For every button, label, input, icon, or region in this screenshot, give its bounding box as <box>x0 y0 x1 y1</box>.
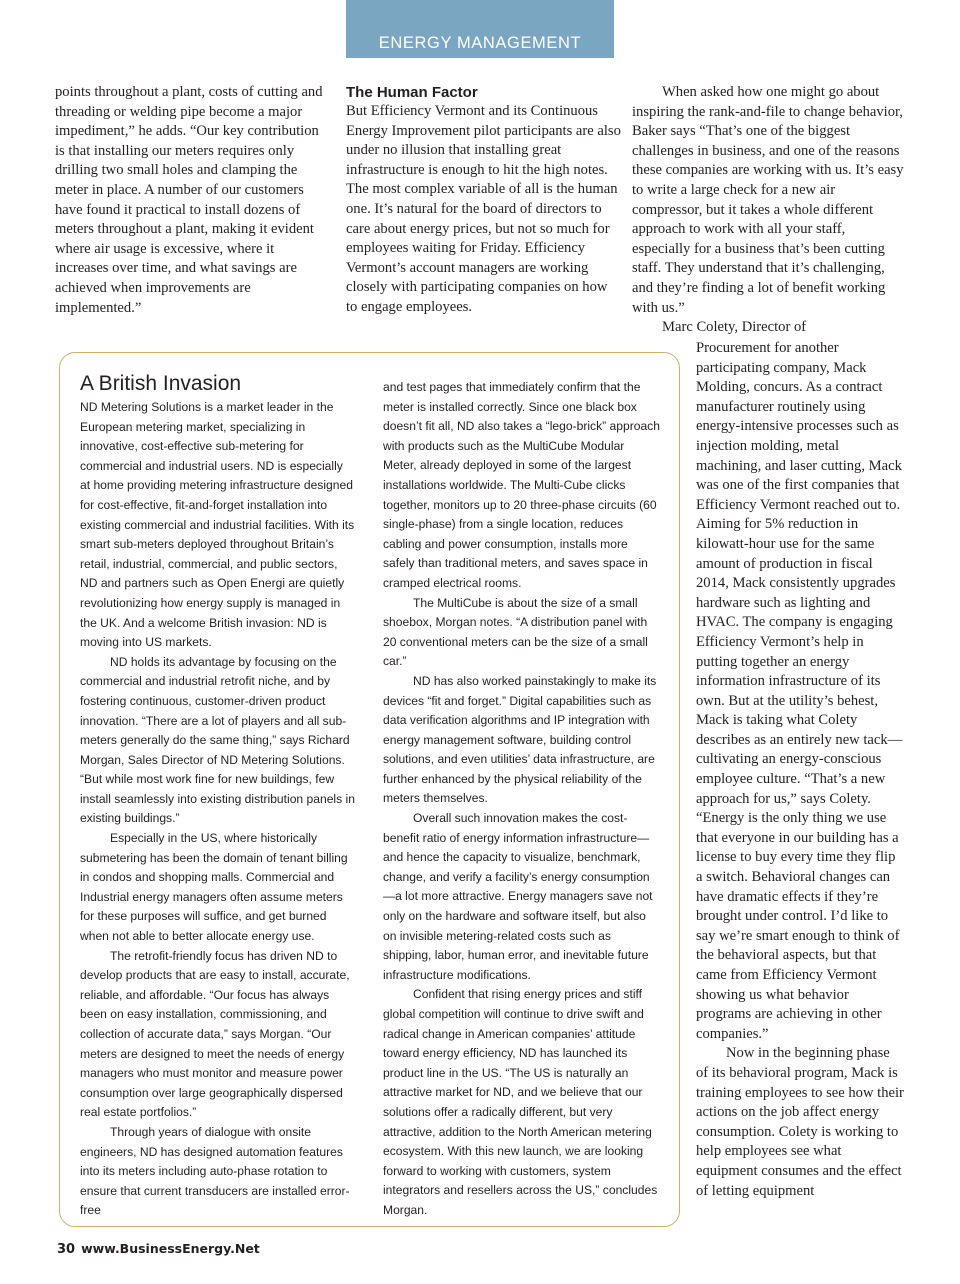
article-column-1 <box>55 83 327 318</box>
sidebar-title: A British Invasion <box>80 372 242 395</box>
section-tab: ENERGY MANAGEMENT <box>346 0 614 58</box>
section-heading: The Human Factor <box>346 84 478 101</box>
paragraph: ND holds its advantage by focusing on the commercial and industrial retrofit niche, and by fostering continuous, customer-driven product innovation. “There are a lot of players and all sub-meters generally do the same thing,” says Richard Morgan, Sales Director of ND Metering Solutions. “But while most work fine for new buildings, few install seamlessly into existing distribution panels in existing buildings.” <box>80 654 355 826</box>
paragraph: Now in the beginning phase of its behavioral program, Mack is training employees to see how their actions on the job affect energy consumption. Colety is working to help employees see what equipment consumes and the effect of letting equipment <box>696 1045 904 1199</box>
footer-site-url: www.BusinessEnergy.Net <box>81 1241 260 1256</box>
paragraph: When asked how one might go about inspiring the rank-and-file to change behavior, Baker says “That’s one of the biggest challenges in business, and one of the reasons these companies are working with us. It’s easy to write a large check for a new air compressor, but it takes a whole different approach to work with all your staff, especially for a business that’s been cutting staff. They understand that it’s challenging, and they’re finding a lot of benefit working with us.” <box>632 84 904 316</box>
paragraph: points throughout a plant, costs of cutting and threading or welding pipe become a major impediment,” he adds. “Our key contribution is that installing our meters requires only drilling two small holes and clamping the meter in place. A number of our customers have found it practical to install dozens of meters throughout a plant, making it evident where air usage is excessive, where it increases over time, and what savings are achieved when improvements are implemented.” <box>55 84 323 316</box>
paragraph: ND has also worked painstakingly to make its devices “fit and forget.” Digital capabilities such as data verification algorithms and IP integration with energy management software, building control solutions, and even utilities’ data infrastructure, are further enhanced by the physical reliability of the meters themselves. <box>383 673 657 806</box>
paragraph: The MultiCube is about the size of a small shoebox, Morgan notes. “A distribution panel with 20 conventional meters can be the size of a small car.” <box>383 595 648 669</box>
sidebar-column-left <box>80 398 356 1221</box>
paragraph: But Efficiency Vermont and its Continuous Energy Improvement pilot participants are also under no illusion that installing great infrastructure is enough to hit the high notes. The most complex variable of all is the human one. It’s natural for the board of directors to care about energy prices, but not so much for employees waiting for Friday. Efficiency Vermont’s account managers are working closely with participating companies on how to engage employees. <box>346 103 621 315</box>
page-number: 30 <box>57 1242 76 1257</box>
paragraph: Procurement for another participating company, Mack Molding, concurs. As a contract manufacturer routinely using energy-intensive processes such as injection molding, metal machining, and laser cutting, Mack was one of the first companies that Efficiency Vermont reached out to. Aiming for 5% reduction in kilowatt-hour use for the same amount of production in fiscal 2014, Mack consistently upgrades hardware such as lighting and HVAC. The company is engaging Efficiency Vermont’s help in putting together an energy information infrastructure of its own. But at the utility’s behest, Mack is taking what Colety describes as an entirely new tack—cultivating an energy-conscious employee culture. “That’s a new approach for us,” says Colety. “Energy is the only thing we use that everyone in our building has a license to buy every time they flip a switch. Behavioral changes can have dramatic effects if they’re brought under control. I’d like to say we’re smart enough to think of the behavioral aspects, but that came from Efficiency Vermont showing us what behavior programs are achieving in other companies.” <box>696 340 903 1042</box>
paragraph: Marc Colety, Director of <box>662 319 807 336</box>
article-column-3 <box>632 83 904 338</box>
paragraph: The retrofit-friendly focus has driven ND to develop products that are easy to install, accurate, reliable, and affordable. “Our focus has always been on easy installation, commissioning, and collection of accurate data,” says Morgan. “Our meters are designed to meet the needs of energy managers who must monitor and measure power consumption over large geographically dispersed real estate portfolios.” <box>80 948 350 1120</box>
article-column-3-continued <box>696 339 904 1201</box>
paragraph: Through years of dialogue with onsite engineers, ND has designed automation features into its meters including auto-phase rotation to ensure that current transducers are installed error-free <box>80 1124 350 1218</box>
page-footer <box>57 1241 260 1257</box>
paragraph: and test pages that immediately confirm that the meter is installed correctly. Since one black box doesn’t fit all, ND also takes a “lego-brick” approach with products such as the MultiCube Modular Meter, already deployed in some of the largest installations worldwide. The Multi-Cube clicks together, monitors up to 20 three-phase circuits (60 single-phase) from a single location, reduces cabling and power consumption, installs more safely than traditional meters, and saves space in cramped electrical rooms. <box>383 380 660 590</box>
paragraph: Overall such innovation makes the cost-benefit ratio of energy information infrastructure—and hence the capacity to visualize, benchmark, change, and verify a facility’s energy consumption—a lot more attractive. Energy managers save not only on the hardware and software itself, but also on invisible metering-related costs such as shipping, labor, human error, and inevitable future infrastructure modifications. <box>383 811 653 982</box>
sidebar-column-right <box>383 378 661 1221</box>
paragraph: Confident that rising energy prices and stiff global competition will continue to drive swift and radical change in American companies’ attitude toward energy efficiency, ND has launched its product line in the US. “The US is naturally an attractive market for ND, and we believe that our solutions offer a radically different, but very attractive, addition to the North American metering ecosystem. With this new launch, we are looking forward to working with customers, system integrators and resellers across the US,” concludes Morgan. <box>383 987 658 1217</box>
paragraph: Especially in the US, where historically submetering has been the domain of tenant billing in condos and shopping malls. Commercial and Industrial energy managers often assume meters for these purposes will suffice, and get burned when not able to better allocate energy use. <box>80 831 348 944</box>
paragraph: ND Metering Solutions is a market leader in the European metering market, specializing in innovative, cost-effective sub-metering for commercial and industrial users. ND is especially at home providing metering infrastructure designed for cost-effective, fit-and-forget installation into existing commercial and industrial facilities. With its smart sub-meters deployed throughout Britain’s retail, industrial, commercial, and public sectors, ND and partners such as Open Energi are quietly revolutionizing how energy supply is managed in the UK. And a welcome British invasion: ND is moving into US markets. <box>80 400 355 650</box>
article-column-2 <box>346 83 622 318</box>
